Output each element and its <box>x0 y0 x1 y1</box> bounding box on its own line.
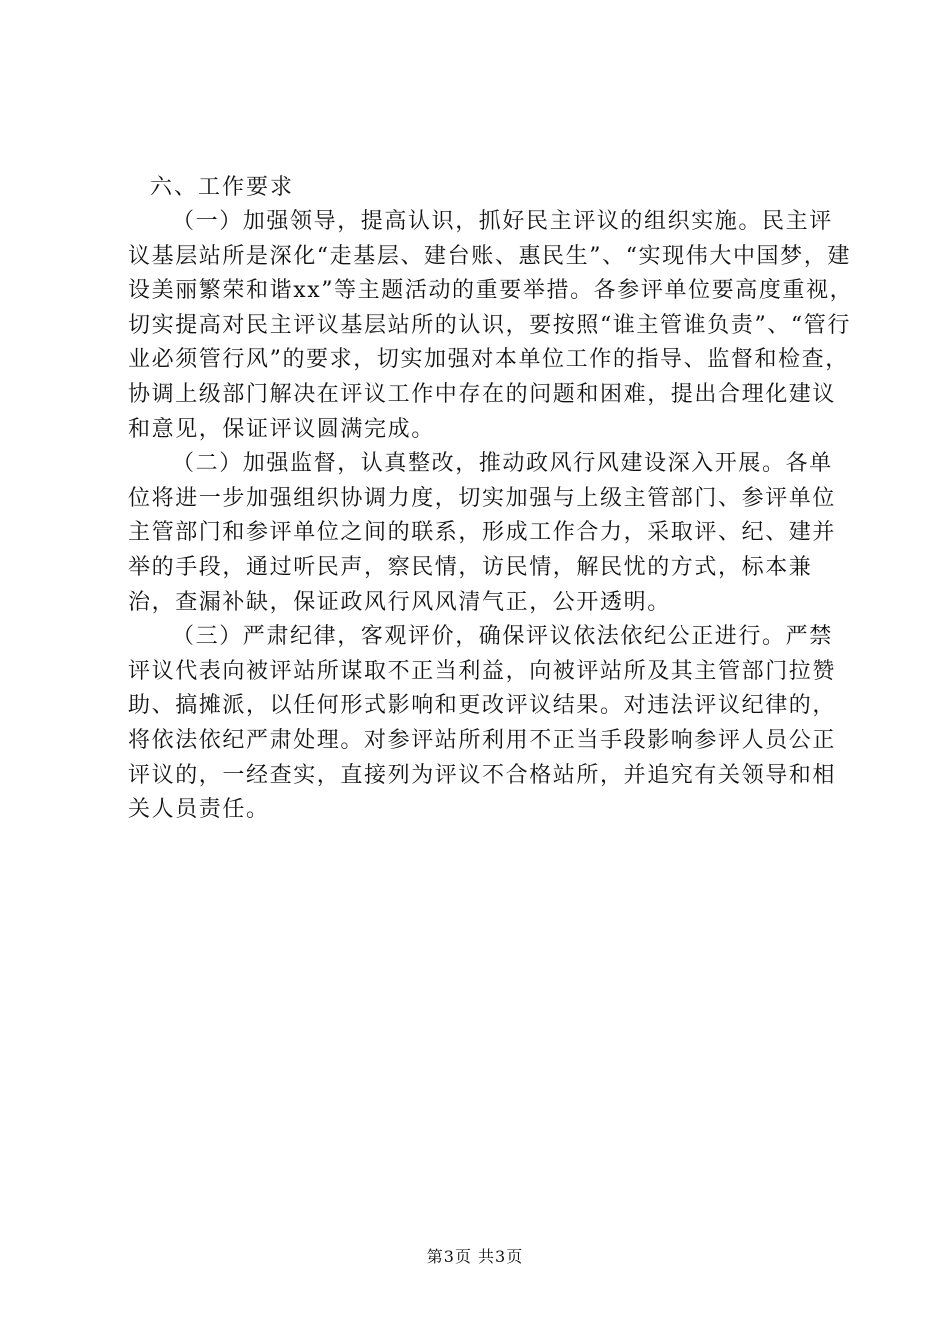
paragraph-strict-discipline: （三）严肃纪律，客观评价，确保评议依法依纪公正进行。严禁评议代表向被评站所谋取不正当利益，向被评站所及其主管部门拉赞助、搞摊派，以任何形式影响和更改评议结果。对违法评议纪律的，将依法依纪严肃处理。对参评站所利用不正当手段影响参评人员公正评议的，一经查实，直接列为评议不合格站所，并追究有关领导和相关人员责任。 <box>128 624 837 823</box>
paragraph-strengthen-supervision: （二）加强监督，认真整改，推动政风行风建设深入开展。各单位将进一步加强组织协调力度，切实加强与上级主管部门、参评单位主管部门和参评单位之间的联系，形成工作合力，采取评、纪、建并举的手段，通过听民声，察民情，访民情，解民忧的方式，标本兼治，查漏补缺，保证政风行风风清气正，公开透明。 <box>128 451 837 615</box>
section-heading: 六、工作要求 <box>150 175 295 200</box>
page-footer: 第3页 共3页 <box>426 1247 524 1266</box>
document-body <box>128 171 855 828</box>
paragraph-strengthen-leadership: （一）加强领导，提高认识，抓好民主评议的组织实施。民主评议基层站所是深化“走基层、建台账、惠民生”、“实现伟大中国梦，建设美丽繁荣和谐xx”等主题活动的重要举措。各参评单位要高度重视，切实提高对民主评议基层站所的认识，要按照“谁主管谁负责”、“管行业必须管行风”的要求，切实加强对本单位工作的指导、监督和检查，协调上级部门解决在评议工作中存在的问题和困难，提出合理化建议和意见，保证评议圆满完成。 <box>128 209 854 442</box>
